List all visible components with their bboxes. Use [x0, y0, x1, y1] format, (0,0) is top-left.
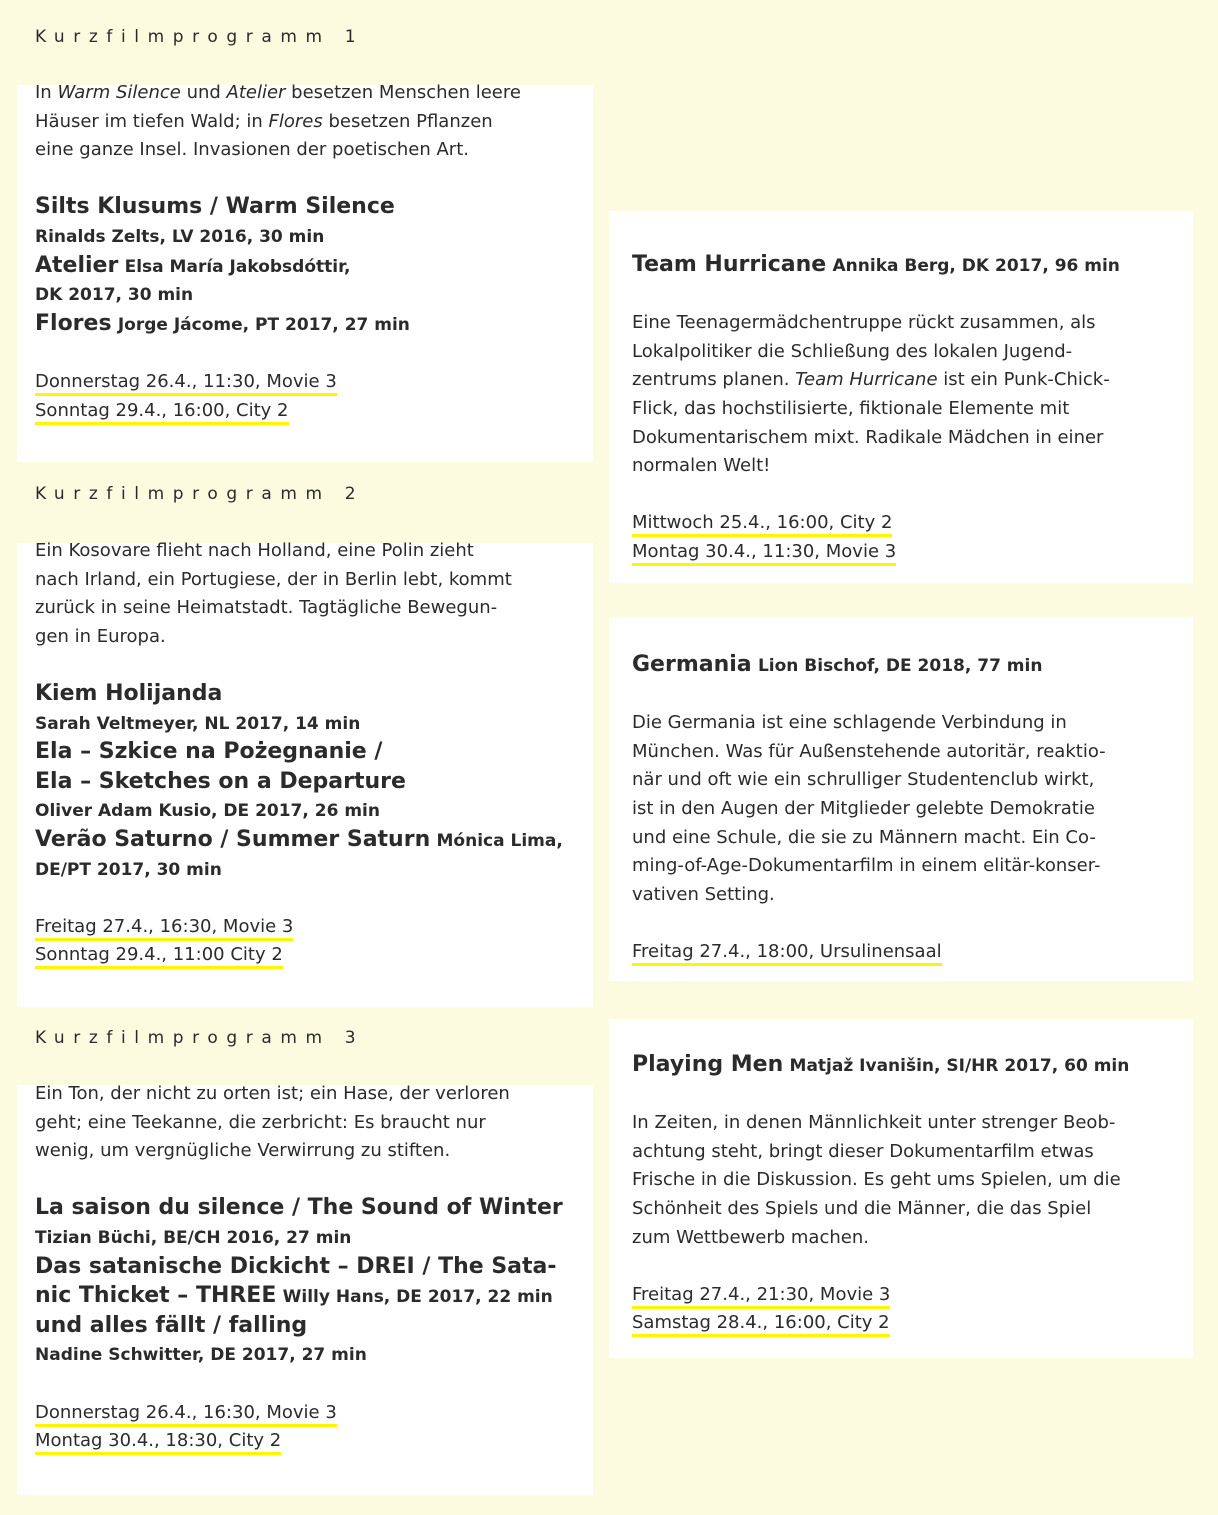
description-text: In Zeiten, in denen Männlichkeit unter strenger Beob- — [632, 1112, 1116, 1134]
description-line — [35, 1137, 563, 1166]
film-title-italic: Warm Silence — [57, 82, 181, 103]
spacer — [35, 884, 563, 913]
description-text: Dokumentarischem mixt. Radikale Mädchen in einer — [632, 426, 1104, 448]
screening-link[interactable]: Mittwoch 25.4., 16:00, City 2 — [632, 512, 892, 537]
feature-title-line — [632, 251, 1120, 281]
screening-row — [632, 938, 1106, 967]
film-credits: Matjaž Ivanišin, SI/HR 2017, 60 min — [789, 1056, 1130, 1076]
film-credits: DE/PT 2017, 30 min — [35, 859, 222, 880]
description-text: Schönheit des Spiels und die Männer, die das Spiel — [632, 1197, 1092, 1219]
screening-row — [35, 1427, 563, 1456]
description-line — [35, 136, 521, 165]
screening-link[interactable]: Freitag 27.4., 21:30, Movie 3 — [632, 1284, 890, 1309]
film-line — [35, 856, 563, 885]
spacer — [632, 481, 1120, 510]
film-credits: Willy Hans, DE 2017, 22 min — [282, 1287, 553, 1308]
film-credits: Jorge Jácome, PT 2017, 27 min — [117, 314, 410, 335]
description-line — [35, 566, 563, 595]
description-text: gen in Europa. — [35, 625, 166, 647]
screening-row — [35, 368, 521, 397]
film-title: Atelier — [35, 252, 119, 278]
description-text: Eine Teenagermädchentruppe rückt zusammen, als — [632, 312, 1096, 334]
description-text: Frische in die Diskussion. Es geht ums Spielen, um die — [632, 1169, 1121, 1191]
description-text: eine ganze Insel. Invasionen der poetischen Art. — [35, 139, 469, 161]
description-text: Ein Ton, der nicht zu orten ist; ein Hase, der verloren — [35, 1083, 510, 1104]
description-line — [632, 795, 1106, 824]
screening-link[interactable]: Sonntag 29.4., 16:00, City 2 — [35, 400, 289, 425]
screening-link[interactable]: Montag 30.4., 18:30, City 2 — [35, 1430, 281, 1455]
description-text: besetzen Pflanzen — [322, 110, 493, 132]
film-line — [35, 826, 563, 856]
screening-link[interactable]: Freitag 27.4., 18:00, Ursulinensaal — [632, 941, 942, 966]
description-line — [632, 338, 1120, 367]
description-text: achtung steht, bringt dieser Dokumentarfilm etwas — [632, 1140, 1094, 1162]
program-1-content — [35, 79, 521, 425]
description-line — [35, 594, 563, 623]
feature-germania — [632, 651, 1106, 967]
film-title: Ela – Szkice na Pożegnanie / — [35, 739, 383, 765]
screening-link[interactable]: Sonntag 29.4., 11:00 City 2 — [35, 944, 283, 969]
film-title: und alles fällt / falling — [35, 1312, 308, 1338]
film-line — [35, 1312, 563, 1342]
film-title: Verão Saturno / Summer Saturn — [35, 826, 431, 852]
program-1-label: Kurzfilmprogramm 1 — [35, 27, 365, 47]
screening-link[interactable]: Samstag 28.4., 16:00, City 2 — [632, 1312, 890, 1337]
spacer — [35, 651, 563, 680]
feature-playing-men — [632, 1051, 1129, 1338]
description-line — [632, 309, 1120, 338]
description-line — [35, 537, 563, 566]
film-title: La saison du silence / The Sound of Winter — [35, 1195, 563, 1221]
description-text: nach Irland, ein Portugiese, der in Berlin lebt, kommt — [35, 568, 512, 590]
film-credits: Lion Bischof, DE 2018, 77 min — [757, 656, 1043, 676]
description-line — [632, 1138, 1129, 1167]
description-line — [632, 881, 1106, 910]
film-line — [35, 281, 521, 310]
film-title: Ela – Sketches on a Departure — [35, 768, 406, 794]
feature-title-line — [632, 651, 1106, 681]
screening-row — [632, 538, 1120, 567]
program-2-content — [35, 537, 563, 970]
film-credits: Elsa María Jakobsdóttir, — [124, 256, 351, 277]
spacer — [35, 1166, 563, 1195]
screening-row — [35, 397, 521, 426]
program-3-content — [35, 1080, 563, 1456]
description-line — [632, 738, 1106, 767]
screening-link[interactable]: Donnerstag 26.4., 16:30, Movie 3 — [35, 1402, 337, 1427]
film-line — [35, 1253, 563, 1283]
film-credits: Mónica Lima, — [436, 830, 563, 851]
description-text: zum Wettbewerb machen. — [632, 1226, 869, 1248]
spacer — [632, 281, 1120, 310]
film-line — [35, 223, 521, 252]
description-text: Ein Kosovare flieht nach Holland, eine Polin zieht — [35, 540, 474, 561]
description-text: ist ein Punk-Chick- — [937, 369, 1110, 391]
screening-row — [35, 913, 563, 942]
description-text: Flick, das hochstilisierte, fiktionale Elemente mit — [632, 397, 1070, 419]
film-title: Das satanische Dickicht – DREI / The Sata- — [35, 1253, 557, 1279]
film-title: Playing Men — [632, 1052, 784, 1077]
description-line — [632, 395, 1120, 424]
description-text: Die Germania ist eine schlagende Verbindung in — [632, 712, 1067, 734]
film-credits: Oliver Adam Kusio, DE 2017, 26 min — [35, 801, 380, 822]
description-line — [632, 452, 1120, 481]
description-text: Häuser im tiefen Wald; in — [35, 110, 269, 132]
description-text: zurück in seine Heimatstadt. Tagtägliche Bewegun- — [35, 597, 498, 619]
screening-link[interactable]: Montag 30.4., 11:30, Movie 3 — [632, 541, 896, 566]
screening-row — [632, 1281, 1129, 1310]
screening-row — [632, 509, 1120, 538]
description-line — [632, 1224, 1129, 1253]
film-line — [35, 310, 521, 340]
description-line — [35, 623, 563, 652]
description-line — [632, 1195, 1129, 1224]
film-line — [35, 768, 563, 798]
film-title-italic: Atelier — [226, 82, 286, 103]
spacer — [632, 681, 1106, 710]
description-text: besetzen Menschen leere — [285, 82, 521, 103]
film-line — [35, 797, 563, 826]
description-line — [632, 1109, 1129, 1138]
description-line — [632, 824, 1106, 853]
film-line — [35, 710, 563, 739]
film-credits: Nadine Schwitter, DE 2017, 27 min — [35, 1345, 367, 1366]
film-line — [35, 1282, 563, 1312]
film-line — [35, 193, 521, 223]
description-line — [632, 709, 1106, 738]
description-line — [35, 108, 521, 137]
film-credits: DK 2017, 30 min — [35, 285, 194, 306]
feature-title-line — [632, 1051, 1129, 1081]
description-text: geht; eine Teekanne, die zerbricht: Es braucht nur — [35, 1111, 486, 1133]
spacer — [35, 339, 521, 368]
description-line — [632, 424, 1120, 453]
screening-row — [35, 941, 563, 970]
film-line — [35, 252, 521, 282]
spacer — [632, 1081, 1129, 1110]
film-credits: Tizian Büchi, BE/CH 2016, 27 min — [35, 1227, 352, 1248]
feature-team-hurricane — [632, 251, 1120, 567]
description-line — [35, 1109, 563, 1138]
description-text: ming-of-Age-Dokumentarfilm in einem elitär-konser- — [632, 855, 1101, 877]
description-text: ist in den Augen der Mitglieder gelebte Demokratie — [632, 797, 1095, 819]
film-line — [35, 1194, 563, 1224]
film-title: Silts Klusums / Warm Silence — [35, 194, 395, 220]
description-line — [632, 766, 1106, 795]
film-title-italic: Flores — [268, 110, 323, 132]
program-2-label: Kurzfilmprogramm 2 — [35, 484, 365, 504]
description-text: und — [180, 82, 227, 103]
description-text: när und oft wie ein schrulliger Studentenclub wirkt, — [632, 769, 1095, 791]
description-text: zentrums planen. — [632, 369, 796, 391]
description-text: In — [35, 82, 58, 103]
spacer — [35, 1370, 563, 1399]
film-line — [35, 738, 563, 768]
film-credits: Sarah Veltmeyer, NL 2017, 14 min — [35, 713, 361, 734]
screening-link[interactable]: Donnerstag 26.4., 11:30, Movie 3 — [35, 371, 337, 396]
screening-link[interactable]: Freitag 27.4., 16:30, Movie 3 — [35, 916, 293, 941]
film-credits: Rinalds Zelts, LV 2016, 30 min — [35, 226, 325, 247]
description-text: vativen Setting. — [632, 883, 775, 905]
screening-row — [632, 1309, 1129, 1338]
film-title: Team Hurricane — [632, 252, 827, 277]
film-line — [35, 680, 563, 710]
description-text: München. Was für Außenstehende autoritär, reaktio- — [632, 740, 1106, 762]
description-line — [632, 1166, 1129, 1195]
film-title-italic: Team Hurricane — [795, 369, 938, 391]
screening-row — [35, 1399, 563, 1428]
spacer — [35, 165, 521, 194]
description-line — [632, 852, 1106, 881]
description-line — [632, 366, 1120, 395]
description-text: und eine Schule, die sie zu Männern macht. Ein Co- — [632, 826, 1096, 848]
film-title: Germania — [632, 652, 752, 677]
film-credits: Annika Berg, DK 2017, 96 min — [832, 256, 1120, 276]
description-line — [35, 1080, 563, 1109]
film-line — [35, 1341, 563, 1370]
description-text: normalen Welt! — [632, 455, 771, 477]
spacer — [632, 1252, 1129, 1281]
film-title: Kiem Holijanda — [35, 680, 223, 706]
description-text: wenig, um vergnügliche Verwirrung zu stiften. — [35, 1140, 451, 1162]
description-text: Lokalpolitiker die Schließung des lokalen Jugend- — [632, 340, 1073, 362]
description-line — [35, 79, 521, 108]
film-title: nic Thicket – THREE — [35, 1283, 277, 1309]
program-3-label: Kurzfilmprogramm 3 — [35, 1028, 365, 1048]
film-line — [35, 1224, 563, 1253]
film-title: Flores — [35, 310, 112, 336]
spacer — [632, 909, 1106, 938]
